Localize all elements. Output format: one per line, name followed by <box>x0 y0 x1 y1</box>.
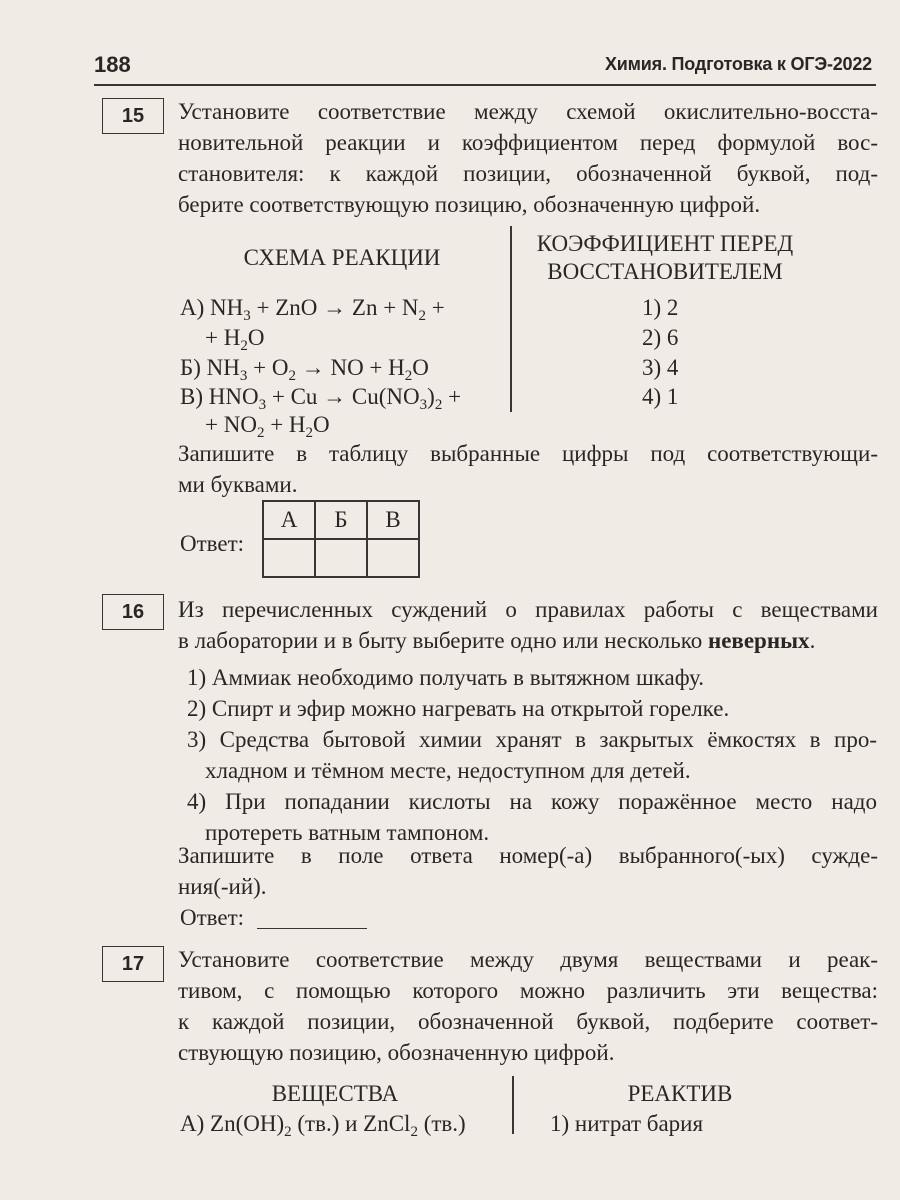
column-divider <box>512 1076 514 1134</box>
q15-reaction-c: В) $HNO_3 + Cu \to Cu(NO_3)_2$ + <box>180 384 462 413</box>
q16-answer-label: Ответ: <box>180 905 245 930</box>
q16-text <box>178 594 878 656</box>
answer-cell-a[interactable] <box>263 539 315 577</box>
page-header <box>94 52 876 86</box>
q15-right-header-2: ВОССТАНОВИТЕЛЕМ <box>547 259 783 284</box>
q17-substance-a: А) $Zn(OH)_2$ (тв.) и ZnCl$_2$ (тв.) <box>180 1111 466 1140</box>
q16-text-suffix: . <box>809 628 816 653</box>
q15-reaction-c-cont: + $NO_2 + H_2O$ <box>205 412 330 441</box>
question-number-15: 15 <box>102 98 164 134</box>
book-title: Химия. Подготовка к ОГЭ-2022 <box>604 54 872 74</box>
column-divider <box>510 226 512 412</box>
q15-option-2: 2) 6 <box>642 325 679 350</box>
q15-reaction-b: Б) $NH_3 + O_2$ → NO + $H_2O$ <box>180 355 429 384</box>
q16-instruction-line: ния(-ий). <box>178 874 267 899</box>
q15-answer-table <box>262 500 420 578</box>
q17-text-line: Установите соответствие между двумя веществами и реак- <box>178 947 878 972</box>
q15-left-header: СХЕМА РЕАКЦИИ <box>243 245 441 270</box>
reaction-label: Б) <box>180 355 201 380</box>
answer-column-header: В <box>367 501 419 539</box>
q15-answer-label: Ответ: <box>180 531 245 556</box>
q16-statement: 1) Аммиак необходимо получать в вытяжном шкафу. <box>187 665 704 690</box>
q16-answer-field[interactable] <box>257 928 367 929</box>
q15-reaction-a: А) $NH_3$ + ZnO → $Zn + N_2$ + <box>180 295 445 324</box>
q16-statement: 4) При попадании кислоты на кожу поражённое место надо <box>187 789 877 814</box>
q16-statement-cont: хладном и тёмном месте, недоступном для детей. <box>205 758 691 783</box>
q17-right-header: РЕАКТИВ <box>627 1081 733 1106</box>
page-number: 188 <box>94 52 131 77</box>
question-number-16: 16 <box>102 594 164 630</box>
q17-left-header: ВЕЩЕСТВА <box>271 1081 399 1106</box>
q15-option-4: 4) 1 <box>642 384 679 409</box>
q15-reaction-a-cont: + $H_2O$ <box>205 325 265 354</box>
q15-text-line: берите соответствующую позицию, обозначенную цифрой. <box>178 192 761 217</box>
q16-instruction <box>178 840 878 902</box>
q17-text-line: к каждой позиции, обозначенной буквой, подберите соответ- <box>178 1009 878 1034</box>
q16-statement: 3) Средства бытовой химии хранят в закрытых ёмкостях в про- <box>187 727 877 752</box>
q15-right-header-1: КОЭФФИЦИЕНТ ПЕРЕД <box>536 231 794 256</box>
q15-instruction-line: Запишите в таблицу выбранные цифры под соответствующи- <box>178 441 878 466</box>
q15-text <box>178 96 878 220</box>
q17-text-line: ствующую позицию, обозначенную цифрой. <box>178 1040 615 1065</box>
q16-text-prefix: в лаборатории и в быту выберите одно или несколько <box>178 628 708 653</box>
q16-instruction-line: Запишите в поле ответа номер(-а) выбранного(-ых) сужде- <box>178 843 878 868</box>
answer-cell-b[interactable] <box>315 539 367 577</box>
q16-text-line: Из перечисленных суждений о правилах работы с веществами <box>178 597 878 622</box>
answer-column-header: А <box>263 501 315 539</box>
q15-text-line: новительной реакции и коэффициентом перед формулой вос- <box>178 130 878 155</box>
q16-text-line <box>178 625 878 656</box>
q17-reagent-1: 1) нитрат бария <box>550 1111 704 1136</box>
q16-statement: 2) Спирт и эфир можно нагревать на открытой горелке. <box>187 696 730 721</box>
question-number-17: 17 <box>102 946 164 982</box>
q17-text-line: тивом, с помощью которого можно различить эти вещества: <box>178 978 878 1003</box>
reaction-label: А) <box>180 295 205 320</box>
q15-text-line: становителя: к каждой позиции, обозначенной буквой, под- <box>178 161 878 186</box>
q17-text <box>178 944 878 1068</box>
q16-emphasis: неверных <box>707 628 810 653</box>
reaction-label: В) <box>180 384 203 409</box>
q15-instruction <box>178 438 878 500</box>
answer-column-header: Б <box>315 501 367 539</box>
substance-label: А) <box>180 1111 205 1136</box>
q15-option-1: 1) 2 <box>642 295 679 320</box>
q15-instruction-line: ми буквами. <box>178 472 298 497</box>
q15-text-line: Установите соответствие между схемой окислительно-восста- <box>178 99 878 124</box>
q16-statements <box>187 662 877 848</box>
q16-statement-cont: протереть ватным тампоном. <box>205 820 490 845</box>
q15-option-3: 3) 4 <box>642 355 679 380</box>
answer-cell-c[interactable] <box>367 539 419 577</box>
